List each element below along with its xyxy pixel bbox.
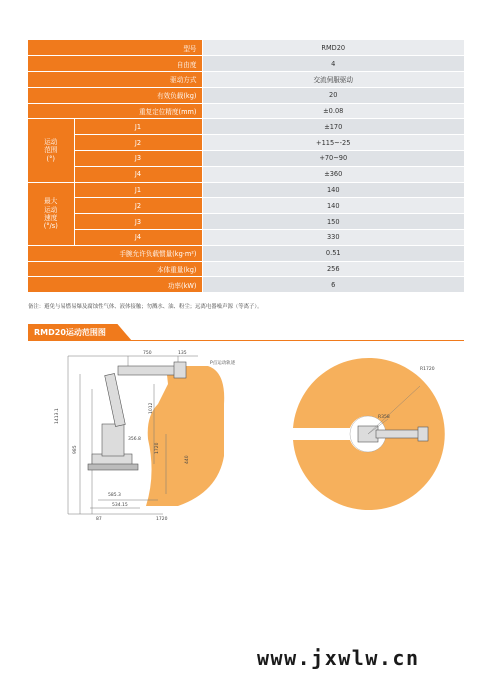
row-speed-j2: [28, 198, 464, 214]
side-workspace-area: [146, 366, 224, 506]
dim-1720b: 1720: [156, 517, 168, 522]
dim-534: 534.15: [112, 503, 128, 508]
speed-value: 140: [202, 182, 464, 198]
speed-joint: J4: [74, 230, 202, 246]
payload-label: 有效负载(kg): [28, 87, 202, 103]
row-speed-j3: [28, 214, 464, 230]
speed-value: 330: [202, 230, 464, 246]
drive-label: 驱动方式: [28, 72, 202, 88]
range-value: ±170: [202, 119, 464, 135]
row-payload: [28, 87, 464, 103]
row-range-j4: [28, 166, 464, 182]
weight-value: 256: [202, 261, 464, 277]
row-repeat: [28, 103, 464, 119]
speed-joint: J2: [74, 198, 202, 214]
speed-joint: J1: [74, 182, 202, 198]
row-range-j2: [28, 135, 464, 151]
speed-group-label: [28, 182, 74, 245]
model-label: 型号: [28, 40, 202, 56]
dim-356: 356.8: [128, 437, 141, 442]
speed-joint: J3: [74, 214, 202, 230]
row-power: [28, 277, 464, 293]
power-value: 6: [202, 277, 464, 293]
dof-value: 4: [202, 56, 464, 72]
top-radius-label: R1720: [420, 367, 435, 372]
payload-value: 20: [202, 87, 464, 103]
dof-label: 自由度: [28, 56, 202, 72]
note-text: 备注：避免与易燃易爆及腐蚀性气体、液体接触；勿溅水、油、粉尘；远离电器噪声源（等离子）。: [28, 304, 263, 310]
dim-1413: 1413.1: [55, 408, 60, 424]
inertia-value: 0.51: [202, 245, 464, 261]
repeat-value: ±0.08: [202, 103, 464, 119]
section-header: [28, 324, 464, 341]
row-range-j3: [28, 151, 464, 167]
inertia-label: 手腕允许负载惯量(kg·m²): [28, 245, 202, 261]
range-joint: J1: [74, 119, 202, 135]
row-speed-j4: [28, 230, 464, 246]
dim-440: 440: [185, 455, 190, 464]
dim-1012: 1012: [149, 402, 154, 414]
weight-label: 本体重量(kg): [28, 261, 202, 277]
row-model: [28, 40, 464, 56]
p-point-label: P点运动轨迹: [210, 361, 236, 366]
row-speed-j1: [28, 182, 464, 198]
range-group-text: 运动 范围 (°): [44, 138, 58, 163]
model-value: RMD20: [202, 40, 464, 56]
top-small-radius-label: R358: [378, 415, 390, 420]
range-value: +115~-25: [202, 135, 464, 151]
side-view: [54, 350, 236, 522]
dim-1720: 1720: [155, 442, 160, 454]
row-dof: [28, 56, 464, 72]
workspace-drawing: [28, 344, 468, 524]
speed-value: 150: [202, 214, 464, 230]
speed-group-text: 最大 运动 速度 (°/s): [43, 197, 58, 230]
dim-985: 985: [73, 445, 78, 454]
power-label: 功率(kW): [28, 277, 202, 293]
row-range-j1: [28, 119, 464, 135]
spec-table: [28, 40, 464, 293]
range-group-label: [28, 119, 74, 182]
range-joint: J3: [74, 151, 202, 167]
dim-585: 585.3: [108, 493, 121, 498]
row-drive: [28, 72, 464, 88]
row-weight: [28, 261, 464, 277]
section-title: RMD20运动范围图: [34, 328, 106, 337]
dim-750: 750: [143, 351, 152, 356]
range-value: +70~90: [202, 151, 464, 167]
dim-87: 87: [96, 517, 102, 522]
speed-value: 140: [202, 198, 464, 214]
row-inertia: [28, 245, 464, 261]
top-view: [293, 358, 445, 510]
range-joint: J4: [74, 166, 202, 182]
drive-value: 交流伺服驱动: [202, 72, 464, 88]
range-joint: J2: [74, 135, 202, 151]
repeat-label: 重复定位精度(mm): [28, 103, 202, 119]
watermark: www.jxwlw.cn: [257, 646, 420, 670]
range-value: ±360: [202, 166, 464, 182]
dim-135: 135: [178, 351, 187, 356]
